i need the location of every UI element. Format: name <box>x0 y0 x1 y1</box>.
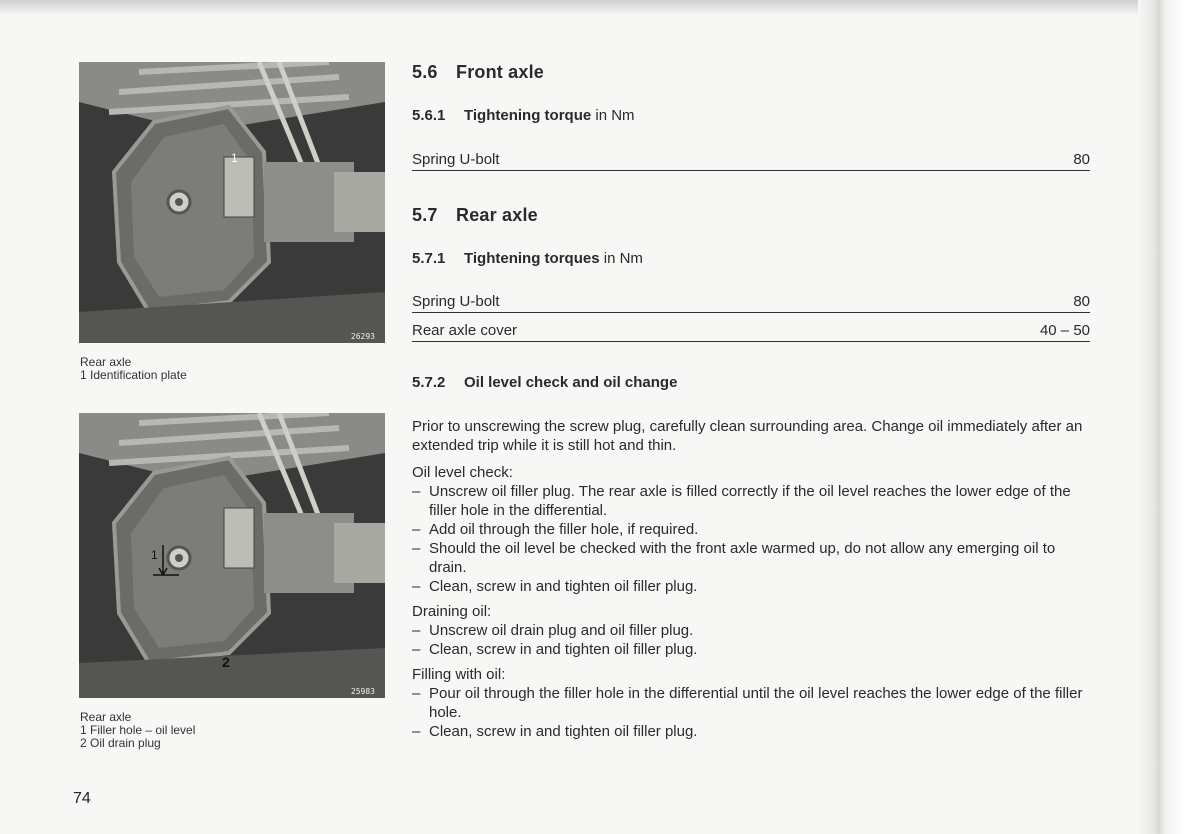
section-number: 5.6 <box>412 62 438 82</box>
front-axle-section <box>412 62 1090 83</box>
subsection-number: 5.7.2 <box>412 374 446 391</box>
oil-check-list <box>412 482 1090 596</box>
torque-label: Spring U-bolt <box>412 293 500 310</box>
subsection-heading <box>412 374 1090 391</box>
subsection-title-bold: Tightening torques <box>464 250 600 267</box>
subsection-5-7-2 <box>412 374 1090 391</box>
photo1-caption-title: Rear axle <box>80 355 132 369</box>
photo2-callout-2: 2 <box>222 654 230 670</box>
section-number: 5.7 <box>412 205 438 225</box>
subsection-heading <box>412 250 1090 267</box>
photo1-caption <box>80 356 187 382</box>
page-top-shadow <box>0 0 1184 14</box>
torque-value: 80 <box>1073 293 1090 310</box>
page-number: 74 <box>73 790 91 807</box>
list-item: – Clean, screw in and tighten oil filler plug. <box>412 577 1090 596</box>
photo2-callout-1: 1 <box>151 548 158 562</box>
list-item: – Unscrew oil drain plug and oil filler plug. <box>412 621 1090 640</box>
section-title: Front axle <box>456 62 545 82</box>
intro-paragraph: Prior to unscrewing the screw plug, carefully clean surrounding area. Change oil immediately after an extended trip while it is still hot and thin. <box>412 418 1083 454</box>
subsection-number: 5.6.1 <box>412 107 446 124</box>
torque-label: Rear axle cover <box>412 322 518 339</box>
subsection-5-6-1 <box>412 107 1090 124</box>
photo2-caption-item-1: 1 Filler hole – oil level <box>80 723 196 737</box>
torque-row <box>412 293 1090 313</box>
rear-axle-photo-2 <box>79 413 385 698</box>
list-item: – Unscrew oil filler plug. The rear axle is filled correctly if the oil level reaches the lower edge of the filler hole in the differential. <box>412 482 1090 520</box>
torque-row <box>412 322 1090 342</box>
filling-list <box>412 684 1090 741</box>
draining-title: Draining oil: <box>412 603 492 620</box>
subsection-title-unit: in Nm <box>599 250 643 267</box>
rear-axle-section <box>412 205 1090 226</box>
torque-label: Spring U-bolt <box>412 151 500 168</box>
page-binding-edge <box>1138 0 1184 834</box>
oil-check-title: Oil level check: <box>412 464 513 481</box>
photo1-number: 26293 <box>350 332 375 341</box>
photo2-caption <box>80 711 195 750</box>
list-item: – Should the oil level be checked with the front axle warmed up, do not allow any emerging oil to drain. <box>412 539 1090 577</box>
list-item: – Clean, screw in and tighten oil filler plug. <box>412 722 1090 741</box>
photo2-caption-title: Rear axle <box>80 710 132 724</box>
section-title: Rear axle <box>456 205 538 225</box>
section-5-6-heading <box>412 62 1090 83</box>
photo1-callout-1: 1 <box>231 151 238 165</box>
torque-row <box>412 151 1090 171</box>
torque-value: 80 <box>1073 151 1090 168</box>
rear-axle-photo-1 <box>79 62 385 343</box>
list-item: – Pour oil through the filler hole in the differential until the oil level reaches the lower edge of the filler hole. <box>412 684 1090 722</box>
subsection-title-bold: Tightening torque <box>464 107 592 124</box>
subsection-number: 5.7.1 <box>412 250 446 267</box>
section-5-7-heading <box>412 205 1090 226</box>
draining-list <box>412 621 1090 659</box>
subsection-5-7-1 <box>412 250 1090 267</box>
filling-title: Filling with oil: <box>412 666 506 683</box>
oil-instructions <box>412 417 1090 741</box>
list-item: – Clean, screw in and tighten oil filler plug. <box>412 640 1090 659</box>
torque-value: 40 – 50 <box>1039 322 1090 339</box>
photo2-number: 25983 <box>350 687 375 696</box>
subsection-title-unit: in Nm <box>591 107 635 124</box>
list-item: – Add oil through the filler hole, if required. <box>412 520 1090 539</box>
photo2-caption-item-2: 2 Oil drain plug <box>80 736 161 750</box>
subsection-heading <box>412 107 1090 124</box>
subsection-title: Oil level check and oil change <box>464 374 678 391</box>
photo1-caption-item: 1 Identification plate <box>80 368 187 382</box>
